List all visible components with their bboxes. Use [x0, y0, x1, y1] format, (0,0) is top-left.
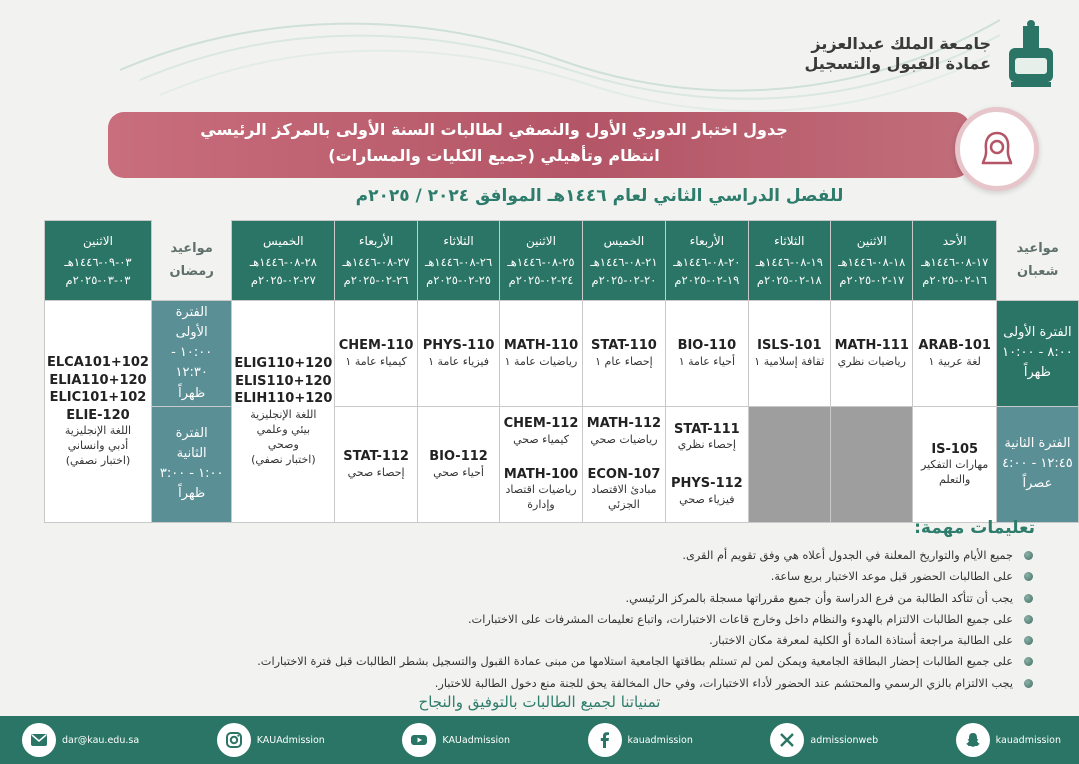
page-title: جدول اختبار الدوري الأول والنصفي لطالبات السنة الأولى بالمركز الرئيسي: [200, 120, 788, 139]
university-name: جامـعة الملك عبدالعزيز: [811, 34, 991, 53]
day-header: الخميس ٢١-٠٨-١٤٤٦هـ ٢٠-٠٢-٢٠٢٥م: [582, 221, 665, 301]
youtube-icon: [409, 730, 429, 750]
university-header: [804, 18, 1061, 90]
bullet-icon: [1024, 679, 1033, 688]
day-header: الاثنين ٠٣-٠٩-١٤٤٦هـ ٠٣-٠٣-٢٠٢٥م: [45, 221, 152, 301]
exam-cell: STAT-112 إحصاء صحي: [335, 406, 417, 522]
exam-cell-english-thursday: ELIG110+120 ELIS110+120 ELIH110+120 اللغة الإنجليزية بيئي وعلمي وصحي (اختبار نصفي): [232, 301, 335, 523]
list-item: يجب الالتزام بالزي الرسمي والمحتشم عند الحضور لأداء الاختبارات، وفي حال المخالفة يحق للجنة منع دخول الطالبة للاختبار.: [95, 673, 1035, 694]
exam-cell: STAT-110 إحصاء عام ١: [582, 301, 665, 407]
table-row-period-2: [45, 406, 1079, 522]
ramadan-period-label: الفترة الثانية ١:٠٠ - ٣:٠٠ ظهراً: [151, 406, 231, 522]
day-header: الثلاثاء ٢٦-٠٨-١٤٤٦هـ ٢٥-٠٢-٢٠٢٥م: [417, 221, 499, 301]
university-logo-icon: [1001, 18, 1061, 90]
exam-cell: PHYS-110 فيزياء عامة ١: [417, 301, 499, 407]
student-badge: [955, 107, 1039, 191]
day-header: الأربعاء ٢٠-٠٨-١٤٤٦هـ ١٩-٠٢-٢٠٢٥م: [666, 221, 748, 301]
x-icon: [777, 730, 797, 750]
bullet-icon: [1024, 615, 1033, 624]
exam-cell: MATH-110 رياضيات عامة ١: [500, 301, 582, 407]
corner-shaaban: مواعيد شعبان: [996, 221, 1078, 301]
bullet-icon: [1024, 572, 1033, 581]
empty-cell: [831, 406, 913, 522]
footer-snapchat[interactable]: kauadmission: [956, 723, 1061, 757]
exam-cell: CHEM-112 كيمياء صحي MATH-100 رياضيات اقتصاد وإدارة: [500, 406, 582, 522]
exam-cell: BIO-110 أحياء عامة ١: [666, 301, 748, 407]
exam-cell: BIO-112 أحياء صحي: [417, 406, 499, 522]
corner-ramadan: مواعيد رمضان: [151, 221, 231, 301]
bullet-icon: [1024, 594, 1033, 603]
day-header: الاثنين ١٨-٠٨-١٤٤٦هـ ١٧-٠٢-٢٠٢٥م: [831, 221, 913, 301]
exam-cell: IS-105 مهارات التفكير والتعلم: [913, 406, 996, 522]
footer-x[interactable]: admissionweb: [770, 723, 878, 757]
facebook-icon: [595, 730, 615, 750]
closing-wish: تمنياتنا لجميع الطالبات بالتوفيق والنجاح: [418, 693, 661, 711]
day-header: الخميس ٢٨-٠٨-١٤٤٦هـ ٢٧-٠٢-٢٠٢٥م: [232, 221, 335, 301]
table-row-period-1: [45, 301, 1079, 407]
instagram-icon: [224, 730, 244, 750]
list-item: على جميع الطالبات الالتزام بالهدوء والنظام داخل وخارج قاعات الاختبارات، واتباع تعليمات المشرفات على الاختبارات.: [95, 609, 1035, 630]
footer-email[interactable]: dar@kau.edu.sa: [22, 723, 139, 757]
list-item: على الطالبات الحضور قبل موعد الاختبار بربع ساعة.: [95, 566, 1035, 587]
footer-facebook[interactable]: kauadmission: [588, 723, 693, 757]
table-header-row: [45, 221, 1079, 301]
period-label: الفترة الأولى ٨:٠٠ - ١٠:٠٠ ظهراً: [996, 301, 1078, 407]
exam-cell: MATH-111 رياضيات نظري: [831, 301, 913, 407]
ramadan-period-label: الفترة الأولى ١٠:٠٠ - ١٢:٣٠ ظهراً: [151, 301, 231, 407]
empty-cell: [748, 406, 830, 522]
list-item: يجب أن تتأكد الطالبة من فرع الدراسة وأن جميع مقرراتها مسجلة بالمركز الرئيسي.: [95, 588, 1035, 609]
exam-cell-english-monday: ELCA101+102 ELIA110+120 ELIC101+102 ELIE-120 اللغة الإنجليزية أدبي وانساني (اختبار نصفي): [45, 301, 152, 523]
social-footer: [0, 716, 1079, 764]
exam-cell: STAT-111 إحصاء نظري PHYS-112 فيزياء صحي: [666, 406, 748, 522]
exam-cell: ARAB-101 لغة عربية ١: [913, 301, 996, 407]
title-banner: [108, 112, 970, 178]
footer-youtube[interactable]: KAUadmission: [402, 723, 510, 757]
exam-cell: ISLS-101 ثقافة إسلامية ١: [748, 301, 830, 407]
instructions-list: [95, 545, 1035, 694]
exam-cell: MATH-112 رياضيات صحي ECON-107 مبادئ الاقتصاد الجزئي: [582, 406, 665, 522]
bullet-icon: [1024, 551, 1033, 560]
day-header: الثلاثاء ١٩-٠٨-١٤٤٦هـ ١٨-٠٢-٢٠٢٥م: [748, 221, 830, 301]
snapchat-icon: [963, 730, 983, 750]
instructions-title: تعليمات مهمة:: [914, 518, 1035, 538]
day-header: الاثنين ٢٥-٠٨-١٤٤٦هـ ٢٤-٠٢-٢٠٢٥م: [500, 221, 582, 301]
day-header: الأحد ١٧-٠٨-١٤٤٦هـ ١٦-٠٢-٢٠٢٥م: [913, 221, 996, 301]
page-subtitle: انتظام وتأهيلي (جميع الكليات والمسارات): [328, 146, 660, 165]
email-icon: [29, 730, 49, 750]
bullet-icon: [1024, 636, 1033, 645]
semester-line: للفصل الدراسي الثاني لعام ١٤٤٦هـ الموافق ٢٠٢٤ / ٢٠٢٥م: [355, 186, 844, 206]
day-header: الأربعاء ٢٧-٠٨-١٤٤٦هـ ٢٦-٠٢-٢٠٢٥م: [335, 221, 417, 301]
bullet-icon: [1024, 657, 1033, 666]
exam-schedule-table: [44, 220, 1079, 523]
period-label: الفترة الثانية ١٢:٤٥ - ٤:٠٠ عصراً: [996, 406, 1078, 522]
footer-instagram[interactable]: KAUAdmission: [217, 723, 325, 757]
deanship-name: عمادة القبول والتسجيل: [804, 54, 991, 73]
female-student-icon: [977, 129, 1017, 169]
exam-cell: CHEM-110 كيمياء عامة ١: [335, 301, 417, 407]
list-item: جميع الأيام والتواريخ المعلنة في الجدول أعلاه هي وفق تقويم أم القرى.: [95, 545, 1035, 566]
list-item: على جميع الطالبات إحضار البطاقة الجامعية ويمكن لمن لم تستلم بطاقتها الجامعية استلامها من مبنى عمادة القبول والتسجيل بشطر الطالبات قبل فترة الاختبارات.: [95, 651, 1035, 672]
list-item: على الطالبة مراجعة أستاذة المادة أو الكلية لمعرفة مكان الاختبار.: [95, 630, 1035, 651]
